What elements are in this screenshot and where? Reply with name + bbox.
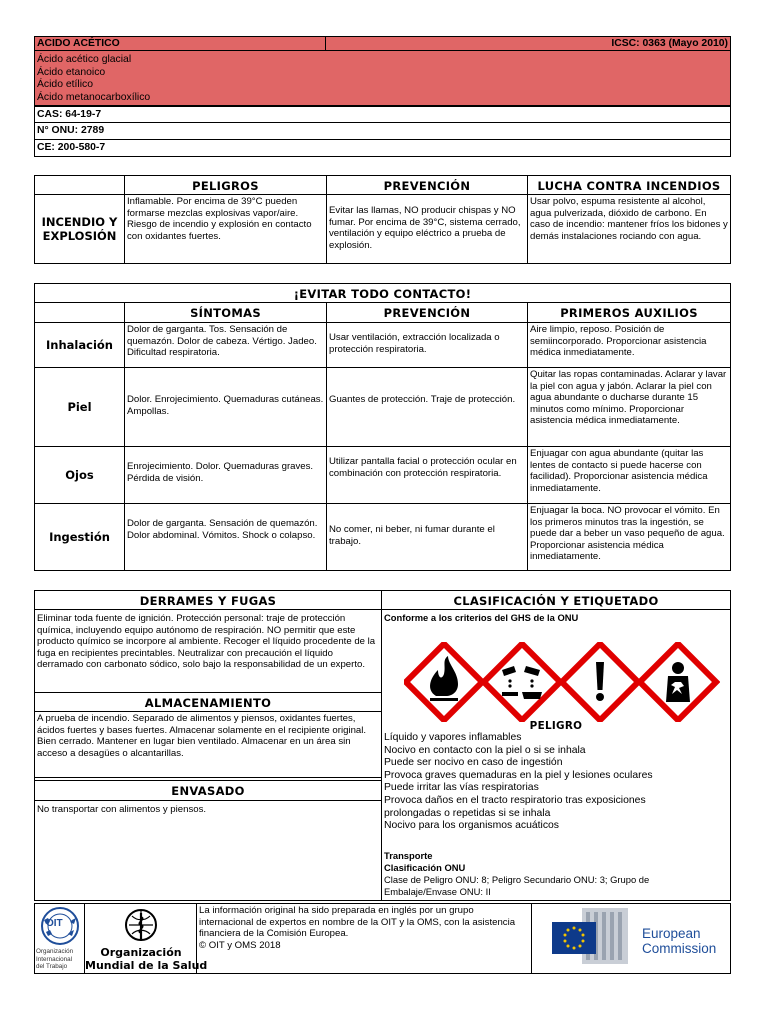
ec-name-line: Commission: [642, 941, 717, 956]
header-peligros: PELIGROS: [124, 175, 327, 195]
hazard-statement: Provoca graves quemaduras en la piel y lesiones oculares: [384, 769, 653, 781]
oit-name-line: del Trabajo: [36, 963, 68, 970]
ghs-note: Conforme a los criterios del GHS de la ONU: [384, 612, 579, 623]
row-label-incendio: [34, 194, 125, 264]
exposure-header-blank: [34, 302, 125, 323]
inhalacion-sintomas: Dolor de garganta. Tos. Sensación de quemazón. Dolor de cabeza. Vértigo. Jadeo. Dificultad respiratoria.: [124, 322, 327, 368]
piel-label: Piel: [67, 400, 92, 414]
avoid-contact-title: ¡EVITAR TODO CONTACTO!: [34, 283, 731, 303]
oms-name-line: Organización: [100, 946, 182, 959]
ojos-prevencion: Utilizar pantalla facial o protección ocular en combinación con protección respiratoria.: [326, 446, 528, 504]
prevencion-text: Evitar las llamas, NO producir chispas y NO fumar. Por encima de 39°C, sistema cerrado, ventilación y equipo eléctrico a prueba de explosión.: [326, 194, 528, 264]
ojos-auxilios: Enjuagar con agua abundante (quitar las lentes de contacto si puede hacerse con facilidad). Proporcionar asistencia médica inmediatamente.: [527, 446, 731, 504]
header-primeros-auxilios: PRIMEROS AUXILIOS: [527, 302, 731, 323]
inhalacion-auxilios: Aire limpio, reposo. Posición de semiincorporado. Proporcionar asistencia médica inmediatamente.: [527, 322, 731, 368]
hazard-statement: Nocivo para los organismos acuáticos: [384, 820, 559, 832]
hazard-statement: Provoca daños en el tracto respiratorio tras exposiciones: [384, 794, 646, 806]
synonym: Ácido etílico: [37, 79, 94, 91]
header-prevencion: PREVENCIÓN: [326, 175, 528, 195]
row-label-ojos: [34, 446, 125, 504]
exclamation-icon: [562, 644, 638, 720]
icsc-cell: [325, 36, 731, 51]
hazard-statement: prolongadas o repetidas si se inhala: [384, 807, 551, 819]
transport-title: Transporte: [384, 850, 433, 861]
onu-number: N° ONU: 2789: [37, 125, 105, 136]
synonym: Ácido metanocarboxílico: [37, 91, 151, 103]
oms-name-line: Mundial de la Salud: [85, 958, 208, 972]
hazard-statement: Líquido y vapores inflamables: [384, 732, 522, 743]
chemical-name-cell: [34, 36, 326, 51]
footer-info-text: La información original ha sido preparada en inglés por un grupo internacional de expertos en nombre de la OIT y la OMS, con la asistencia financiera de la Comisión Europea.: [199, 905, 516, 939]
row-label-ingestion: [34, 503, 125, 571]
row-label-inhalacion: [34, 322, 125, 368]
icsc-number: ICSC: 0363 (Mayo 2010): [611, 38, 728, 49]
cas-cell: [34, 106, 731, 123]
oit-logo: [35, 904, 85, 973]
ec-name: [642, 926, 716, 956]
piel-sintomas: Dolor. Enrojecimiento. Quemaduras cutáneas. Ampollas.: [124, 367, 327, 447]
ojos-sintomas: Enrojecimiento. Dolor. Quemaduras graves. Pérdida de visión.: [124, 446, 327, 504]
classification-title: CLASIFICACIÓN Y ETIQUETADO: [381, 590, 731, 610]
hazard-statement: Nocivo en contacto con la piel o si se inhala: [384, 744, 586, 756]
health-hazard-icon: [640, 644, 716, 720]
oit-short: OIT: [46, 918, 63, 929]
oms-logo: [85, 904, 208, 973]
onu-class-line: Clase de Peligro ONU: 8; Peligro Secundario ONU: 3; Grupo de: [384, 874, 650, 885]
ec-name-line: European: [642, 926, 701, 941]
oms-emblem-icon: [121, 907, 161, 945]
hazard-statement: Puede ser nocivo en caso de ingestión: [384, 757, 563, 769]
hazard-statements: [384, 732, 728, 833]
onu-class-title: Clasificación ONU: [384, 862, 466, 873]
piel-auxilios: Quitar las ropas contaminadas. Aclarar y lavar la piel con agua y jabón. Aclarar la piel con agua abundante o ducharse durante 15 minutos como mínimo. Proporcionar asistencia médica inmediatamente.: [527, 367, 731, 447]
ce-number: CE: 200-580-7: [37, 142, 106, 153]
onu-cell: [34, 122, 731, 140]
oit-name: [36, 948, 73, 971]
inhalacion-prevencion: Usar ventilación, extracción localizada o protección respiratoria.: [326, 322, 528, 368]
synonym: Ácido acético glacial: [37, 54, 132, 65]
header-lucha-incendios: LUCHA CONTRA INCENDIOS: [527, 175, 731, 195]
incendio-label: INCENDIO Y EXPLOSIÓN: [41, 215, 118, 243]
corrosion-icon: [484, 644, 560, 720]
header-sintomas: SÍNTOMAS: [124, 302, 327, 323]
flame-icon: [406, 644, 482, 720]
ec-logo: [531, 904, 730, 973]
piel-prevencion: Guantes de protección. Traje de protección.: [326, 367, 528, 447]
ec-building-icon: [552, 908, 628, 966]
header-prevencion-exposure: PREVENCIÓN: [326, 302, 528, 323]
spills-text: Eliminar toda fuente de ignición. Protección personal: traje de protección química, incluyendo equipo autónomo de respiración. NO permitir que este producto químico se incorpore al ambiente. Recoger el líquido procedente de la fuga en recipientes precintables. Neutralizar con precaución el líquido derramado con carbonato sódico, solo bajo la responsabilidad de un experto.: [37, 613, 376, 670]
onu-classification: [384, 874, 649, 897]
footer-info: [199, 905, 529, 951]
spills-title: DERRAMES Y FUGAS: [34, 590, 382, 610]
storage-text: A prueba de incendio. Separado de alimentos y piensos, oxidantes fuertes, ácidos fuertes y bases fuertes. Almacenar solamente en el recipiente original. Bien cerrado. Mantener en lugar bien ventilado. Almacenar en un área sin acceso a desagües o alcantarillas.: [34, 711, 382, 778]
peligros-text: Inflamable. Por encima de 39°C pueden formarse mezclas explosivas vapor/aire. Riesgo de incendio y explosión en contacto con oxidantes fuertes.: [124, 194, 327, 264]
ingestion-sintomas: Dolor de garganta. Sensación de quemazón. Dolor abdominal. Vómitos. Shock o colapso.: [124, 503, 327, 571]
packaging-title: ENVASADO: [34, 780, 382, 801]
synonym: Ácido etanoico: [37, 66, 106, 78]
synonyms-cell: [34, 50, 731, 106]
ojos-label: Ojos: [65, 468, 94, 482]
inhalacion-label: Inhalación: [46, 338, 113, 352]
onu-class-line: Embalaje/Envase ONU: II: [384, 885, 491, 897]
hazard-statement: Puede irritar las vías respiratorias: [384, 782, 539, 794]
signal-word: PELIGRO: [529, 720, 583, 732]
chemical-name: ACIDO ACÉTICO: [37, 38, 120, 49]
ghs-pictograms: [404, 642, 720, 722]
ce-cell: [34, 139, 731, 157]
lucha-text: Usar polvo, espuma resistente al alcohol, agua pulverizada, dióxido de carbono. En caso de incendio: mantener fríos los bidones y demás instalaciones rociando con agua.: [527, 194, 731, 264]
oit-name-line: Internacional: [36, 955, 73, 963]
ingestion-auxilios: Enjuagar la boca. NO provocar el vómito. En los primeros minutos tras la ingestión, se puede dar a beber un vaso pequeño de agua. Proporcionar asistencia médica inmediatamente.: [527, 503, 731, 571]
storage-title: ALMACENAMIENTO: [34, 692, 382, 712]
packaging-text: No transportar con alimentos y piensos.: [34, 800, 382, 901]
oms-name: [85, 946, 208, 972]
oit-name-line: Organización: [36, 948, 74, 955]
ingestion-prevencion: No comer, ni beber, ni fumar durante el trabajo.: [326, 503, 528, 571]
cas-number: CAS: 64-19-7: [37, 109, 102, 120]
row-label-piel: [34, 367, 125, 447]
ingestion-label: Ingestión: [49, 530, 110, 544]
hazards-header-blank: [34, 175, 125, 195]
copyright: © OIT y OMS 2018: [199, 939, 281, 951]
classification-body: [381, 609, 731, 901]
